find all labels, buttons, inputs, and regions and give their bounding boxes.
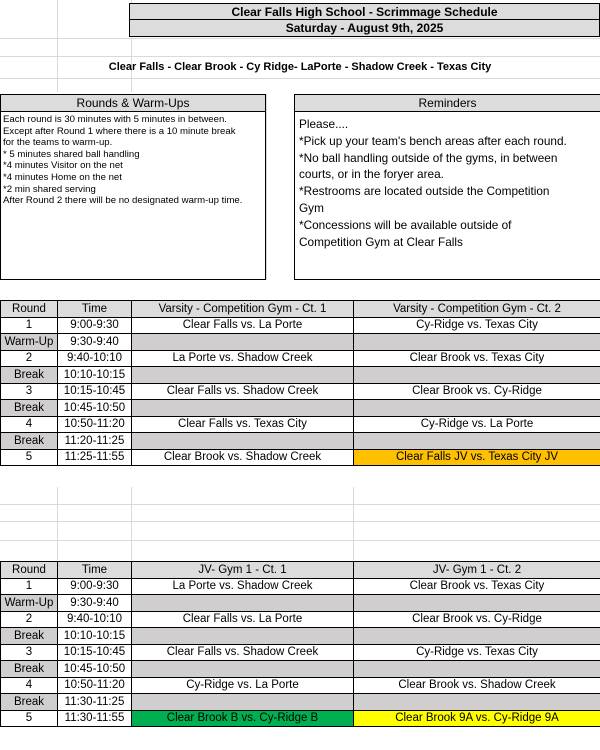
time-cell: 9:40-10:10 <box>58 611 132 628</box>
round-cell: 4 <box>1 677 58 694</box>
gridline <box>353 487 354 561</box>
reminders-title: Reminders <box>295 95 600 112</box>
time-cell: 10:50-11:20 <box>58 416 132 433</box>
court-2-match-highlighted: Clear Brook 9A vs. Cy-Ridge 9A <box>354 710 600 727</box>
court-2-match <box>354 433 600 450</box>
time-cell: 9:00-9:30 <box>58 578 132 595</box>
gridline <box>57 487 58 561</box>
time-cell: 9:40-10:10 <box>58 350 132 367</box>
time-cell: 10:45-10:50 <box>58 661 132 678</box>
round-cell: 3 <box>1 383 58 400</box>
gridline <box>0 540 600 541</box>
jv-schedule-table <box>0 561 600 727</box>
gridline <box>131 487 132 561</box>
rounds-warmups-title: Rounds & Warm-Ups <box>1 95 265 112</box>
table-row <box>1 317 600 334</box>
court-1-match: Cy-Ridge vs. La Porte <box>132 677 354 694</box>
court-1-match <box>132 433 354 450</box>
time-cell: 11:30-11:55 <box>58 710 132 727</box>
note-line: After Round 2 there will be no designated warm-up time. <box>3 195 243 207</box>
court-2-match <box>354 595 600 612</box>
table-row <box>1 611 600 628</box>
court-2-match <box>354 334 600 351</box>
round-cell: Warm-Up <box>1 334 58 351</box>
court-2-match: Clear Brook vs. Texas City <box>354 578 600 595</box>
table-row <box>1 694 600 711</box>
table-row <box>1 628 600 645</box>
table-header-row <box>1 301 600 318</box>
court-1-match <box>132 400 354 417</box>
reminder-line: *Concessions will be available outside of <box>299 217 512 232</box>
time-cell: 10:50-11:20 <box>58 677 132 694</box>
participating-teams: Clear Falls - Clear Brook - Cy Ridge- LaPorte - Shadow Creek - Texas City <box>108 61 492 73</box>
rounds-warmups-notes <box>1 112 265 209</box>
court-2-match: Clear Brook vs. Texas City <box>354 350 600 367</box>
rounds-warmups-panel <box>0 94 266 280</box>
gridline <box>0 504 600 505</box>
court-1-match: Clear Brook vs. Shadow Creek <box>132 449 354 466</box>
note-line: Each round is 30 minutes with 5 minutes in between. <box>3 114 227 125</box>
reminders-notes <box>295 112 600 254</box>
round-cell: Break <box>1 628 58 645</box>
table-header-row <box>1 562 600 579</box>
court-2-match: Cy-Ridge vs. Texas City <box>354 644 600 661</box>
time-cell: 10:10-10:15 <box>58 628 132 645</box>
reminder-line: courts, or in the foryer area. <box>299 167 444 182</box>
note-line: *2 min shared serving <box>3 183 96 195</box>
gridline <box>266 94 267 280</box>
court-2-match <box>354 628 600 645</box>
court-1-match-highlighted: Clear Brook B vs. Cy-Ridge B <box>132 710 354 727</box>
table-row <box>1 710 600 727</box>
table-row <box>1 383 600 400</box>
gridline <box>0 521 600 522</box>
table-row <box>1 416 600 433</box>
court-2-match <box>354 400 600 417</box>
time-cell: 10:15-10:45 <box>58 383 132 400</box>
table-row <box>1 449 600 466</box>
header-round: Round <box>1 562 58 579</box>
note-line: * 5 minutes shared ball handling <box>3 148 140 160</box>
time-cell: 11:20-11:25 <box>58 433 132 450</box>
note-line: Except after Round 1 where there is a 10 minute break <box>3 125 236 137</box>
round-cell: Warm-Up <box>1 595 58 612</box>
gridline <box>0 38 600 39</box>
round-cell: Break <box>1 367 58 384</box>
table-row <box>1 661 600 678</box>
gridline <box>57 0 58 92</box>
header-court-1: JV- Gym 1 - Ct. 1 <box>132 562 354 579</box>
time-cell: 9:30-9:40 <box>58 334 132 351</box>
court-2-match-highlighted: Clear Falls JV vs. Texas City JV <box>354 449 600 466</box>
table-row <box>1 433 600 450</box>
court-2-match: Clear Brook vs. Cy-Ridge <box>354 383 600 400</box>
court-1-match: La Porte vs. Shadow Creek <box>132 350 354 367</box>
reminder-line: Please.... <box>299 117 349 131</box>
reminder-line: Gym <box>299 200 324 215</box>
court-2-match: Clear Brook vs. Cy-Ridge <box>354 611 600 628</box>
reminder-line: *No ball handling outside of the gyms, in between <box>299 150 558 165</box>
court-1-match: Clear Falls vs. Shadow Creek <box>132 383 354 400</box>
note-line: for the teams to warm-up. <box>3 137 113 149</box>
varsity-schedule-table <box>0 300 600 466</box>
table-row <box>1 677 600 694</box>
time-cell: 11:30-11:25 <box>58 694 132 711</box>
table-row <box>1 644 600 661</box>
court-2-match <box>354 367 600 384</box>
round-cell: Break <box>1 400 58 417</box>
court-1-match <box>132 661 354 678</box>
court-2-match <box>354 661 600 678</box>
court-1-match <box>132 694 354 711</box>
round-cell: Break <box>1 694 58 711</box>
gridline <box>0 56 600 57</box>
round-cell: Break <box>1 661 58 678</box>
reminder-line: Competition Gym at Clear Falls <box>299 234 463 249</box>
round-cell: 2 <box>1 611 58 628</box>
header-court-2: Varsity - Competition Gym - Ct. 2 <box>354 301 600 318</box>
header-round: Round <box>1 301 58 318</box>
note-line: *4 minutes Home on the net <box>3 171 122 183</box>
gridline <box>0 78 600 79</box>
court-2-match: Cy-Ridge vs. Texas City <box>354 317 600 334</box>
court-1-match: Clear Falls vs. La Porte <box>132 611 354 628</box>
time-cell: 9:30-9:40 <box>58 595 132 612</box>
round-cell: 2 <box>1 350 58 367</box>
time-cell: 10:15-10:45 <box>58 644 132 661</box>
table-row <box>1 334 600 351</box>
court-2-match: Cy-Ridge vs. La Porte <box>354 416 600 433</box>
court-2-match: Clear Brook vs. Shadow Creek <box>354 677 600 694</box>
table-row <box>1 367 600 384</box>
schedule-title: Clear Falls High School - Scrimmage Schedule <box>129 3 600 20</box>
round-cell: 1 <box>1 578 58 595</box>
court-1-match <box>132 595 354 612</box>
round-cell: Break <box>1 433 58 450</box>
time-cell: 9:00-9:30 <box>58 317 132 334</box>
table-row <box>1 595 600 612</box>
schedule-date: Saturday - August 9th, 2025 <box>129 20 600 37</box>
time-cell: 11:25-11:55 <box>58 449 132 466</box>
round-cell: 1 <box>1 317 58 334</box>
court-1-match: La Porte vs. Shadow Creek <box>132 578 354 595</box>
header-time: Time <box>58 301 132 318</box>
header-court-2: JV- Gym 1 - Ct. 2 <box>354 562 600 579</box>
table-row <box>1 400 600 417</box>
court-1-match <box>132 367 354 384</box>
round-cell: 4 <box>1 416 58 433</box>
court-1-match <box>132 334 354 351</box>
table-row <box>1 350 600 367</box>
round-cell: 3 <box>1 644 58 661</box>
reminders-panel <box>294 94 600 280</box>
round-cell: 5 <box>1 449 58 466</box>
header-time: Time <box>58 562 132 579</box>
time-cell: 10:45-10:50 <box>58 400 132 417</box>
court-1-match: Clear Falls vs. La Porte <box>132 317 354 334</box>
reminder-line: *Restrooms are located outside the Competition <box>299 184 550 199</box>
court-1-match: Clear Falls vs. Texas City <box>132 416 354 433</box>
note-line: *4 minutes Visitor on the net <box>3 160 123 172</box>
table-row <box>1 578 600 595</box>
reminder-line: *Pick up your team's bench areas after each round. <box>299 133 567 148</box>
header-court-1: Varsity - Competition Gym - Ct. 1 <box>132 301 354 318</box>
court-1-match: Clear Falls vs. Shadow Creek <box>132 644 354 661</box>
round-cell: 5 <box>1 710 58 727</box>
court-2-match <box>354 694 600 711</box>
court-1-match <box>132 628 354 645</box>
time-cell: 10:10-10:15 <box>58 367 132 384</box>
